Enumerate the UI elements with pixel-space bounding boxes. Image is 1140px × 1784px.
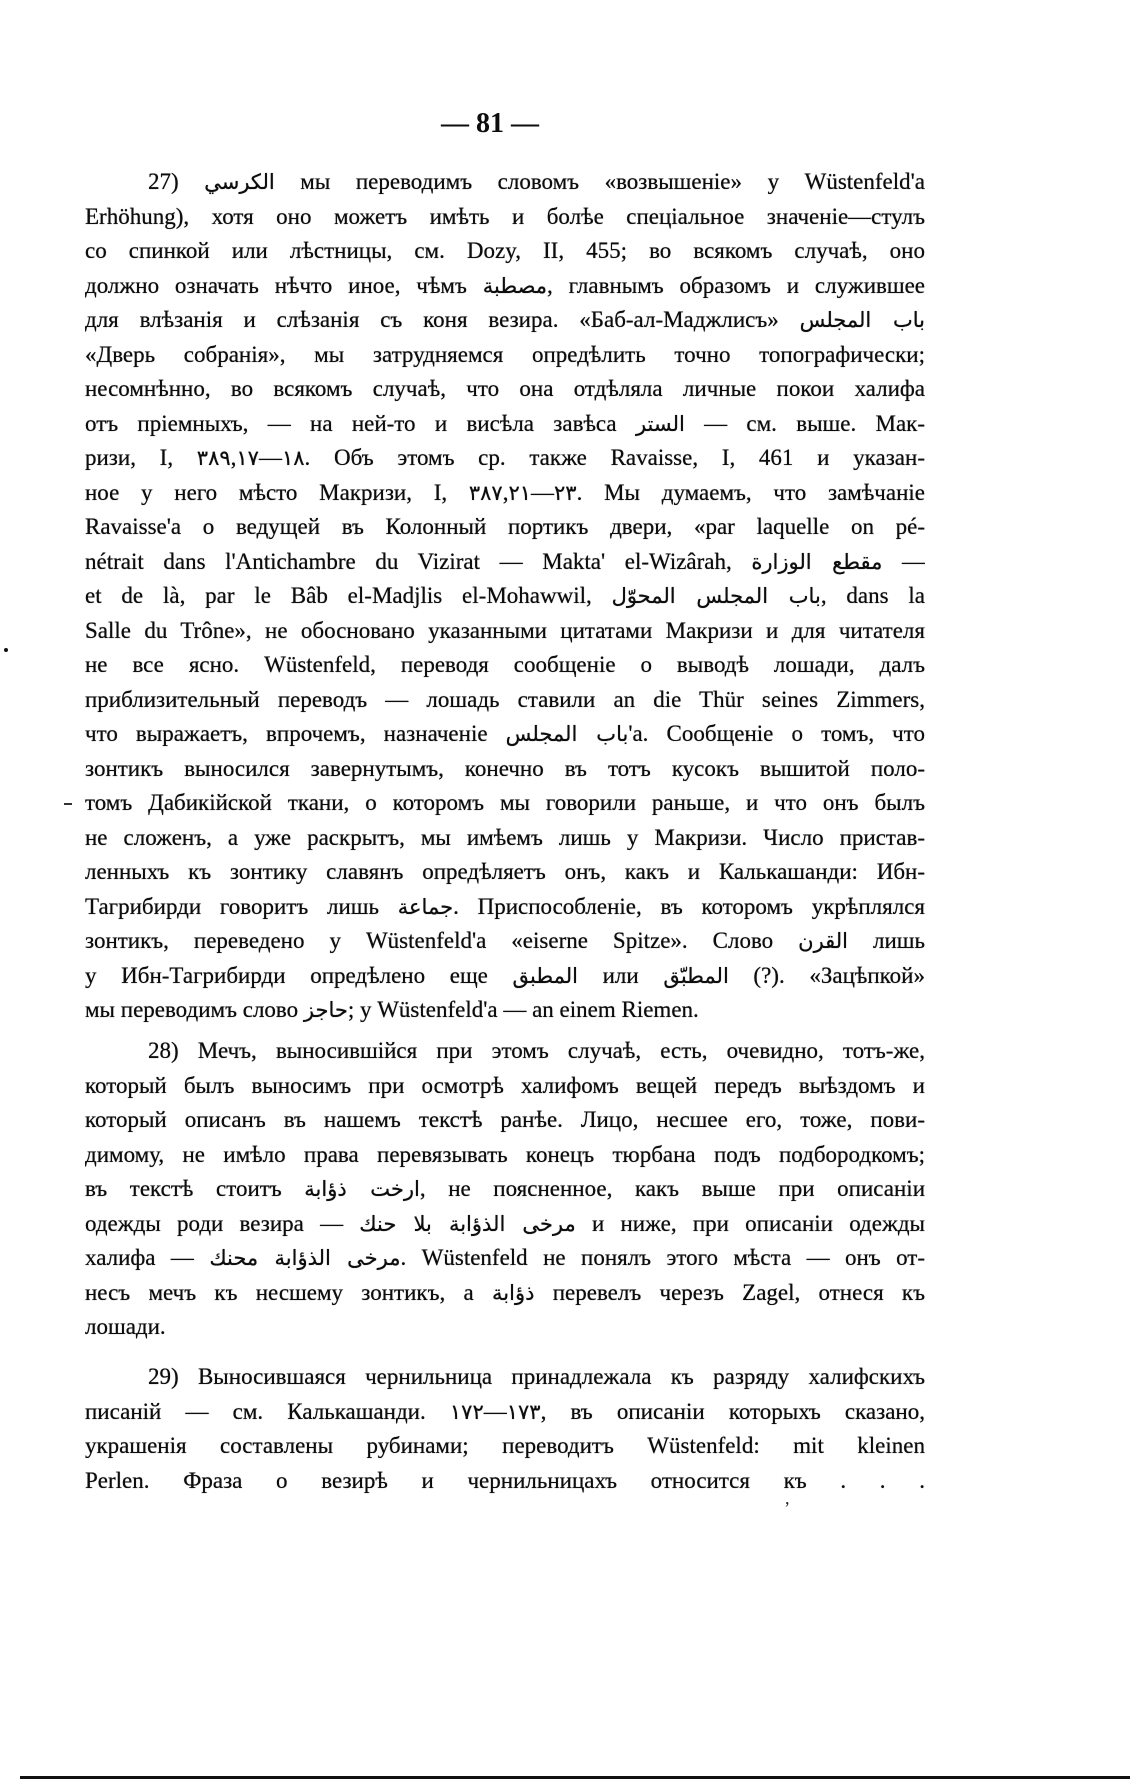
footnote-29 [85,1360,925,1498]
arabic-term: ١٧٢ [449,1399,484,1424]
text-line: не все ясно. Wüstenfeld, переводя сообщеніе о выводѣ лошади, далъ [85,652,925,677]
page-edge-rule [20,1776,1130,1779]
text-line: въ текстѣ стоитъ ارخت ذؤابة, не поясненное, какъ выше при описаніи [85,1176,925,1201]
text-line: Perlen. Фраза о везирѣ и чернильницахъ относится къ . . . [85,1467,925,1493]
text-line: отъ пріемныхъ, — на ней-то и висѣла завѣса الستر — см. выше. Мак- [85,410,925,436]
text-line: одежды роди везира — مرخى الذؤابة بلا حنك и ниже, при описаніи одежды [85,1210,925,1236]
arabic-term: المطبّق [663,963,729,988]
page-number: — 81 — [441,108,539,139]
text-line: «Дверь собранія», мы затрудняемся опредѣлить точно топографически; [85,341,925,367]
arabic-term: ٢١ [508,480,532,505]
arabic-term: ذؤابة [492,1280,535,1305]
footnote-27 [85,165,925,1028]
arabic-term: ٣٨٧ [468,480,503,505]
text-line: ризи, I, ٣٨٩,١٧—١٨. Объ этомъ ср. также Ravaisse, I, 461 и указан- [85,445,925,470]
text-line: Erhöhung), хотя оно можетъ имѣть и болѣе спеціальное значеніе—стулъ [85,203,925,229]
arabic-term: مرخى الذؤابة بلا حنك [359,1211,576,1236]
arabic-term: مرخى الذؤابة محنك [209,1246,401,1270]
text-line: у Ибн-Тагрибирди опредѣлено еще المطبق или المطبّق (?). «Зацѣпкой» [85,962,925,988]
text-line: димому, не имѣло права перевязывать конецъ тюрбана подъ подбородкомъ; [85,1141,925,1167]
arabic-term: مقطع الوزارة [751,549,883,574]
text-line: nétrait dans l'Antichambre du Vizirat — Makta' el-Wizârah, مقطع الوزارة — [85,548,925,574]
arabic-term: باب المجلس المحوّل [611,584,821,608]
text-line: несъ мечъ къ несшему зонтикъ, а ذؤابة перевелъ черезъ Zagel, отнеся къ [85,1279,925,1305]
text-line: что выражаетъ, впрочемъ, назначеніе باب المجلس'a. Сообщеніе о томъ, что [85,721,925,746]
text-line: мы переводимъ слово حاجز; у Wüstenfeld'a — an einem Riemen. [85,997,699,1022]
arabic-term: القرن [798,929,849,953]
text-line: Тагрибирди говоритъ лишь جماعة. Приспособленіе, въ которомъ укрѣплялся [85,893,925,919]
text-line: приблизительный переводъ — лошадь ставили an die Thür seines Zimmers, [85,686,925,712]
text-line: должно означать нѣчто иное, чѣмъ مصطبة, главнымъ образомъ и служившее [85,272,925,298]
text-line: томъ Дабикійской ткани, о которомъ мы говорили раньше, и что онъ былъ [85,790,925,815]
arabic-term: ارخت ذؤابة [304,1177,420,1201]
text-line: со спинкой или лѣстницы, см. Dozy, II, 455; во всякомъ случаѣ, оно [85,238,925,263]
arabic-term: باب المجلس [505,722,629,746]
footnote-28 [85,1034,925,1345]
arabic-term: الكرسي [204,170,275,194]
arabic-term: ١٧ [236,446,259,470]
text-line: зонтикъ выносился завернутымъ, конечно въ тотъ кусокъ вышитой поло- [85,755,925,781]
arabic-term: جماعة [397,894,454,919]
arabic-term: ٣٨٩ [196,446,231,470]
arabic-term: الستر [635,411,685,436]
arabic-term: حاجز [303,998,348,1022]
text-line: зонтикъ, переведено у Wüstenfeld'a «eiserne Spitze». Слово القرن лишь [85,928,925,953]
text-line: ленныхъ къ зонтику славянъ опредѣляетъ онъ, какъ и Калькашанди: Ибн- [85,859,925,884]
text-line: 28) Мечъ, выносившійся при этомъ случаѣ, есть, очевидно, тотъ-же, [148,1038,925,1063]
text-line: et de là, par le Bâb el-Madjlis el-Mohawwil, باب المجلس المحوّل, dans la [85,583,925,608]
text-line: который былъ выносимъ при осмотрѣ халифомъ вещей передъ выѣздомъ и [85,1072,925,1098]
arabic-term: باب المجلس [799,308,925,332]
text-line: 29) Выносившаяся чернильница принадлежала къ разряду халифскихъ [148,1364,925,1389]
arabic-term: ١٧٣ [506,1399,541,1424]
text-line: лошади. [85,1314,166,1339]
text-line: 27) الكرسي мы переводимъ словомъ «возвышеніе» у Wüstenfeld'a [148,169,925,194]
text-line: который описанъ въ нашемъ текстѣ ранѣе. Лицо, несшее его, тоже, пови- [85,1107,925,1132]
margin-speck [64,803,72,805]
text-line: ное у него мѣсто Макризи, I, ٣٨٧,٢١—٢٣. Мы думаемъ, что замѣчаніе [85,479,925,505]
text-line: не сложенъ, а уже раскрытъ, мы имѣемъ лишь у Макризи. Число пристав- [85,824,925,850]
text-line: писаній — см. Калькашанди. ١٧٢—١٧٣, въ описаніи которыхъ сказано, [85,1398,925,1424]
margin-speck [4,648,8,652]
stray-ink-mark: , [785,1488,790,1508]
text-line: Ravaisse'a о ведущей въ Колонный портикъ двери, «par laquelle on pé- [85,514,925,539]
text-line: украшенія составлены рубинами; переводитъ Wüstenfeld: mit kleinen [85,1433,925,1458]
text-line: Salle du Trône», не обосновано указанными цитатами Макризи и для читателя [85,617,925,643]
arabic-term: المطبق [512,963,578,988]
arabic-term: مصطبة [482,273,548,298]
text-line: халифа — مرخى الذؤابة محنك. Wüstenfeld не понялъ этого мѣста — онъ от- [85,1245,925,1270]
arabic-term: ٢٣ [554,480,577,505]
text-line: для влѣзанія и слѣзанія съ коня везира. «Баб-ал-Маджлисъ» باب المجلس [85,307,925,332]
arabic-term: ١٨ [281,446,305,470]
text-line: несомнѣнно, во всякомъ случаѣ, что она отдѣляла личные покои халифа [85,376,925,401]
